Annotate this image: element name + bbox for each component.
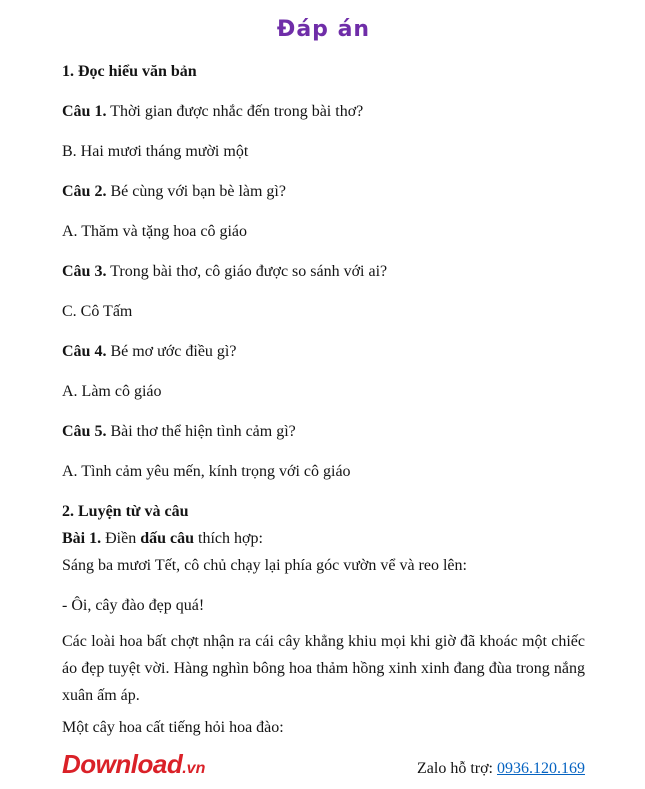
story-intro-line: Sáng ba mươi Tết, cô chủ chạy lại phía góc vườn vể và reo lên:	[62, 557, 467, 574]
answer-cau-2: A. Thăm và tặng hoa cô giáo	[62, 223, 247, 240]
exercise-text-pre: Điền	[101, 530, 141, 547]
question-text: Bài thơ thể hiện tình cảm gì?	[106, 423, 296, 440]
section-heading-doc-hieu: 1. Đọc hiểu văn bản	[62, 63, 197, 80]
question-text: Trong bài thơ, cô giáo được so sánh với ai?	[106, 263, 388, 280]
page-title: Đáp án	[276, 17, 371, 42]
question-text: Bé cùng với bạn bè làm gì?	[106, 183, 286, 200]
question-cau-5	[62, 422, 585, 441]
dialogue-line: - Ôi, cây đào đẹp quá!	[62, 597, 205, 614]
story-question-line: Một cây hoa cất tiếng hỏi hoa đào:	[62, 719, 284, 736]
zalo-support-link[interactable]: 0936.120.169	[497, 760, 585, 777]
question-label: Câu 5.	[62, 423, 107, 440]
question-text: Bé mơ ước điều gì?	[106, 343, 237, 360]
exercise-1-instruction	[62, 529, 585, 548]
story-paragraph	[62, 628, 585, 709]
page-footer	[62, 749, 585, 784]
question-label: Câu 3.	[62, 263, 107, 280]
answer-cau-3: C. Cô Tấm	[62, 303, 133, 320]
question-cau-2	[62, 182, 585, 201]
answer-cau-4: A. Làm cô giáo	[62, 383, 162, 400]
download-vn-logo	[62, 749, 205, 784]
logo-text-suffix: .vn	[182, 760, 206, 777]
exercise-label: Bài 1.	[62, 530, 102, 547]
question-text: Thời gian được nhắc đến trong bài thơ?	[106, 103, 364, 120]
question-cau-1	[62, 102, 585, 121]
exercise-text-post: thích hợp:	[194, 530, 263, 547]
question-cau-4	[62, 342, 585, 361]
question-cau-3	[62, 262, 585, 281]
question-label: Câu 4.	[62, 343, 107, 360]
answer-cau-5: A. Tình cảm yêu mến, kính trọng với cô giáo	[62, 463, 351, 480]
question-label: Câu 1.	[62, 103, 107, 120]
question-label: Câu 2.	[62, 183, 107, 200]
paragraph-line-3: xuân ấm áp.	[62, 687, 140, 704]
zalo-support-label: Zalo hỗ trợ:	[417, 760, 497, 777]
zalo-support	[417, 759, 585, 784]
answer-cau-1: B. Hai mươi tháng mười một	[62, 143, 249, 160]
logo-text-main: Download	[62, 749, 183, 779]
exercise-text-bold: dấu câu	[140, 530, 195, 547]
section-heading-luyen-tu: 2. Luyện từ và câu	[62, 503, 189, 520]
paragraph-line-2: áo đẹp tuyệt vời. Hàng nghìn bông hoa thảm hồng xinh xinh đang đùa trong nắng	[62, 660, 585, 677]
paragraph-line-1: Các loài hoa bất chợt nhận ra cái cây khẳng khiu mọi khi giờ đã khoác một chiếc	[62, 633, 585, 650]
